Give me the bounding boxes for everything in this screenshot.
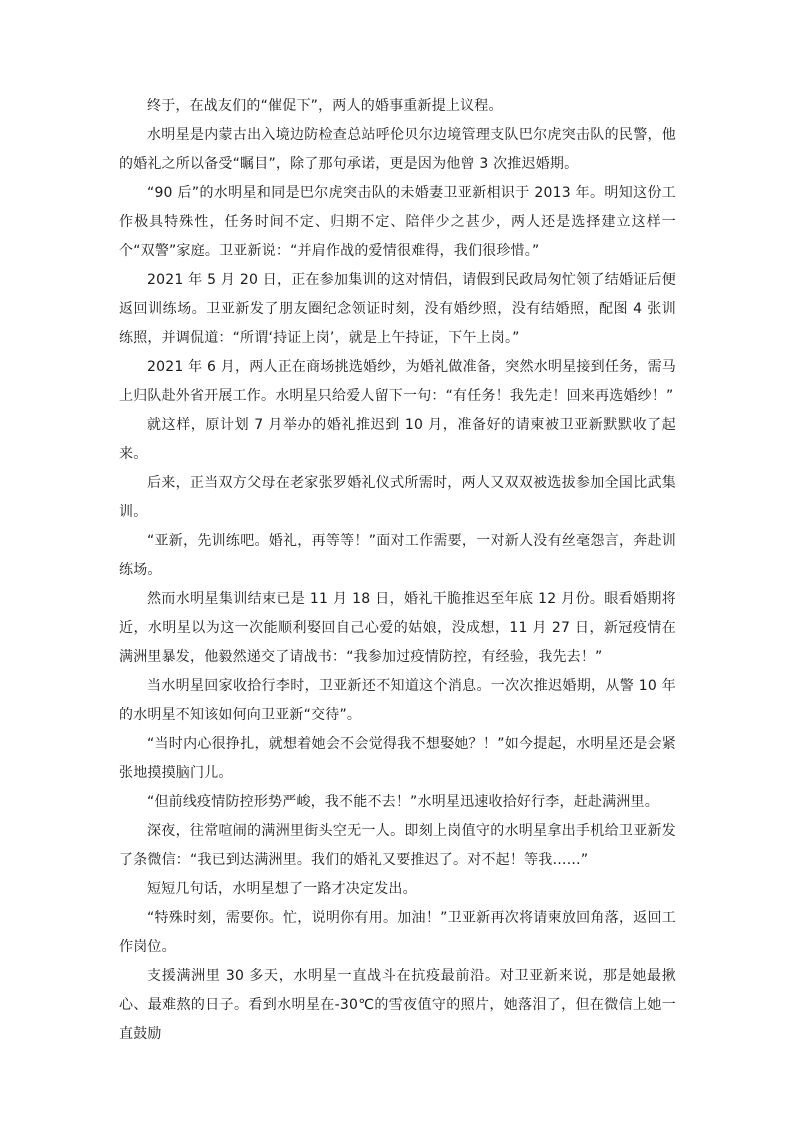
paragraph-11: “当时内心很挣扎，就想着她会不会觉得我不想娶她？！”如今提起，水明星还是会紧张地摸摸脑门儿。 bbox=[119, 736, 676, 781]
paragraph-9: 然而水明星集训结束已是 11 月 18 日，婚礼干脆推迟至年底 12 月份。眼看婚期将近，水明星以为这一次能顺利娶回自己心爱的姑娘，没成想，11 月 27 日，新冠疫情在满洲里暴发，他毅然递交了请战书：“我参加过疫情防控，有经验，我先去！” bbox=[119, 591, 676, 665]
paragraph-8: “亚新，先训练吧。婚礼，再等等！”面对工作需要，一对新人没有丝毫怨言，奔赴训练场。 bbox=[119, 533, 676, 578]
paragraph-4: 2021 年 5 月 20 日，正在参加集训的这对情侣，请假到民政局匆忙领了结婚证后便返回训练场。卫亚新发了朋友圈纪念领证时刻，没有婚纱照，没有结婚照，配图 4 张训练照，并调侃道：“所谓‘持证上岗’，就是上午持证，下午上岗。” bbox=[119, 272, 676, 346]
paragraph-16: 支援满洲里 30 多天，水明星一直战斗在抗疫最前沿。对卫亚新来说，那是她最揪心、最难熬的日子。看到水明星在-30℃的雪夜值守的照片，她落泪了，但在微信上她一直鼓励 bbox=[119, 968, 676, 1042]
paragraph-10: 当水明星回家收拾行李时，卫亚新还不知道这个消息。一次次推迟婚期，从警 10 年的水明星不知该如何向卫亚新“交待”。 bbox=[119, 678, 676, 723]
paragraph-5: 2021 年 6 月，两人正在商场挑选婚纱，为婚礼做准备，突然水明星接到任务，需马上归队赴外省开展工作。水明星只给爱人留下一句：“有任务！我先走！回来再选婚纱！” bbox=[119, 359, 676, 404]
paragraph-15: “特殊时刻，需要你。忙，说明你有用。加油！”卫亚新再次将请柬放回角落，返回工作岗位。 bbox=[119, 910, 676, 955]
paragraph-2: 水明星是内蒙古出入境边防检查总站呼伦贝尔边境管理支队巴尔虎突击队的民警，他的婚礼之所以备受“瞩目”，除了那句承诺，更是因为他曾 3 次推迟婚期。 bbox=[119, 127, 676, 172]
paragraph-13: 深夜，往常喧闹的满洲里街头空无一人。即刻上岗值守的水明星拿出手机给卫亚新发了条微信：“我已到达满洲里。我们的婚礼又要推迟了。对不起！等我……” bbox=[119, 823, 676, 868]
article-body bbox=[119, 92, 676, 1049]
paragraph-7: 后来，正当双方父母在老家张罗婚礼仪式所需时，两人又双双被选拔参加全国比武集训。 bbox=[119, 475, 676, 520]
paragraph-3: “90 后”的水明星和同是巴尔虎突击队的未婚妻卫亚新相识于 2013 年。明知这份工作极具特殊性，任务时间不定、归期不定、陪伴少之甚少，两人还是选择建立这样一个“双警”家庭。卫亚新说：“并肩作战的爱情很难得，我们很珍惜。” bbox=[119, 185, 676, 259]
paragraph-6: 就这样，原计划 7 月举办的婚礼推迟到 10 月，准备好的请柬被卫亚新默默收了起来。 bbox=[119, 417, 676, 462]
paragraph-12: “但前线疫情防控形势严峻，我不能不去！”水明星迅速收拾好行李，赶赴满洲里。 bbox=[147, 794, 659, 810]
paragraph-14: 短短几句话，水明星想了一路才决定发出。 bbox=[147, 881, 417, 897]
paragraph-1: 终于，在战友们的“催促下”，两人的婚事重新提上议程。 bbox=[147, 98, 503, 114]
